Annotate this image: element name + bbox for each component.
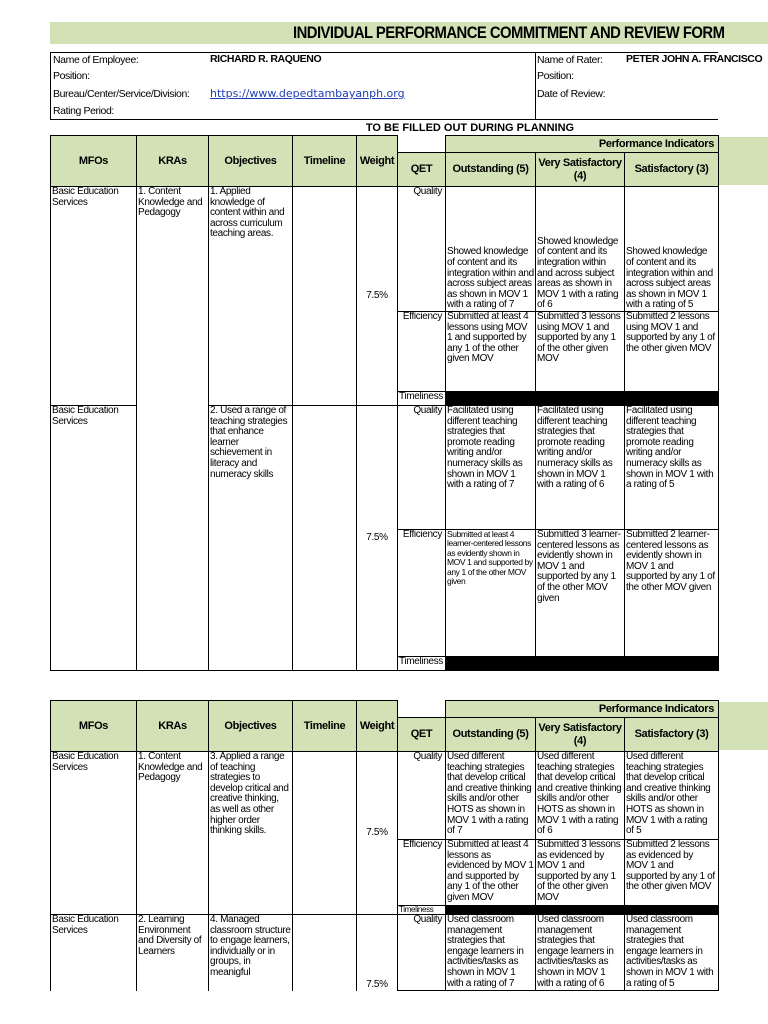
efficiency-very-satisfactory: Submitted 3 learner-centered lessons as evidently shown in MOV 1 and supported by any 1 of the other MOV given: [536, 530, 625, 657]
qet-efficiency: Efficiency: [398, 530, 446, 657]
col-kras: KRAs: [137, 701, 209, 752]
timeline-cell[interactable]: [293, 915, 357, 991]
weight-cell: 7.5%: [357, 915, 398, 991]
timeline-cell[interactable]: [293, 187, 357, 406]
col-kras: KRAs: [137, 136, 209, 187]
col-satisfactory: Satisfactory (3): [625, 153, 719, 187]
efficiency-outstanding: [446, 530, 536, 657]
col-weight: Weight: [357, 136, 398, 187]
rating-period-label: Rating Period:: [53, 105, 114, 117]
info-divider: [535, 52, 536, 119]
qet-quality: Quality: [398, 187, 446, 312]
qet-quality: Quality: [398, 915, 446, 991]
efficiency-outstanding: Submitted at least 4 lessons as evidenced by MOV 1 and supported by any 1 of the other given MOV: [446, 840, 536, 906]
mfo-cell: Basic Education Services: [51, 915, 137, 991]
timeline-cell[interactable]: [293, 406, 357, 671]
qet-timeliness: Timeliness: [398, 392, 446, 406]
planning-label: TO BE FILLED OUT DURING PLANNING: [365, 122, 575, 134]
col-very-satisfactory: Very Satisfactory (4): [536, 153, 625, 187]
pi-blank: [398, 136, 446, 153]
qet-quality: Quality: [398, 406, 446, 530]
col-satisfactory: Satisfactory (3): [625, 718, 719, 752]
col-very-satisfactory: Very Satisfactory (4): [536, 718, 625, 752]
timeliness-satisfactory: [625, 392, 719, 406]
col-timeline: Timeline: [293, 136, 357, 187]
kra-cell: 1. Content Knowledge and Pedagogy: [137, 187, 209, 671]
employee-name-value: RICHARD R. RAQUENO: [210, 53, 322, 65]
col-qet: QET: [398, 153, 446, 187]
weight-cell: 7.5%: [357, 187, 398, 406]
qet-efficiency: Efficiency: [398, 312, 446, 392]
pi-blank: [398, 701, 446, 718]
quality-satisfactory: Facilitated using different teaching strategies that promote reading writing and/or numeracy skills as shown in MOV 1 with a rating of 5: [625, 406, 719, 530]
qet-timeliness: Timeliness: [398, 906, 446, 915]
rater-position-label: Position:: [537, 70, 574, 82]
rater-name-label: Name of Rater:: [537, 54, 603, 66]
kra-cell: 2. Learning Environment and Diversity of Learners: [137, 915, 209, 991]
timeliness-outstanding: [446, 657, 536, 671]
form-title-bar: [50, 22, 768, 44]
timeliness-very-satisfactory: [536, 392, 625, 406]
quality-very-satisfactory: Showed knowledge of content and its integration within and across subject areas as shown in MOV 1 with a rating of 6: [536, 187, 625, 312]
employee-position-label: Position:: [53, 70, 90, 82]
col-outstanding: Outstanding (5): [446, 153, 536, 187]
col-qet: QET: [398, 718, 446, 752]
performance-indicators-header: Performance Indicators: [446, 701, 719, 718]
quality-outstanding: Showed knowledge of content and its integration within and across subject areas as shown in MOV 1 with a rating of 7: [446, 187, 536, 312]
efficiency-very-satisfactory: Submitted 3 lessons as evidenced by MOV 1 and supported by any 1 of the other given MOV: [536, 840, 625, 906]
quality-very-satisfactory: Facilitated using different teaching strategies that promote reading writing and/or numeracy skills as shown in MOV 1 with a rating of 6: [536, 406, 625, 530]
quality-outstanding: Facilitated using different teaching strategies that promote reading writing and/or numeracy skills as shown in MOV 1 with a rating of 7: [446, 406, 536, 530]
kra-cell: 1. Content Knowledge and Pedagogy: [137, 752, 209, 915]
form-title: INDIVIDUAL PERFORMANCE COMMITMENT AND REVIEW FORM: [293, 24, 725, 42]
efficiency-satisfactory: Submitted 2 lessons using MOV 1 and supported by any 1 of the other given MOV: [625, 312, 719, 392]
qet-timeliness: Timeliness: [398, 657, 446, 671]
employee-name-label: Name of Employee:: [53, 54, 139, 66]
bureau-label: Bureau/Center/Service/Division:: [53, 88, 190, 100]
col-outstanding: Outstanding (5): [446, 718, 536, 752]
objective-cell: 4. Managed classroom structure to engage learners, individually or in groups, in meanigful: [209, 915, 293, 991]
timeliness-very-satisfactory: [536, 657, 625, 671]
efficiency-satisfactory: Submitted 2 lessons as evidenced by MOV 1 and supported by any 1 of the other given MOV: [625, 840, 719, 906]
ipcrf-table-2: [50, 700, 719, 991]
col-objectives: Objectives: [209, 136, 293, 187]
quality-very-satisfactory: Used different teaching strategies that develop critical and creative thinking skills and/or other HOTS as shown in MOV 1 with a rating of 6: [536, 752, 625, 840]
timeliness-satisfactory: [625, 657, 719, 671]
bureau-link[interactable]: https://www.depedtambayanph.org: [210, 87, 405, 100]
info-top-border: [50, 52, 718, 53]
quality-satisfactory: Used different teaching strategies that develop critical and creative thinking skills and/or other HOTS as shown in MOV 1 with a rating of 5: [625, 752, 719, 840]
quality-satisfactory: Used classroom management strategies that engage learners in activities/tasks as shown in MOV 1 with a rating of 5: [625, 915, 719, 991]
quality-very-satisfactory: Used classroom management strategies that engage learners in activities/tasks as shown in MOV 1 with a rating of 6: [536, 915, 625, 991]
col-mfos: MFOs: [51, 701, 137, 752]
ipcrf-table-1: [50, 135, 719, 671]
col-objectives: Objectives: [209, 701, 293, 752]
weight-cell: 7.5%: [357, 752, 398, 915]
objective-cell: 3. Applied a range of teaching strategies to develop critical and creative thinking, as well as other higher order thinking skills.: [209, 752, 293, 915]
qet-efficiency: Efficiency: [398, 840, 446, 906]
review-date-label: Date of Review:: [537, 88, 606, 100]
info-left-border: [50, 52, 51, 119]
header-side-bar: [718, 137, 768, 185]
efficiency-very-satisfactory: Submitted 3 lessons using MOV 1 and supported by any 1 of the other given MOV: [536, 312, 625, 392]
header-side-bar-2: [718, 702, 768, 750]
performance-indicators-header: Performance Indicators: [446, 136, 719, 153]
col-mfos: MFOs: [51, 136, 137, 187]
quality-outstanding: Used classroom management strategies that engage learners in activities/tasks as shown in MOV 1 with a rating of 7: [446, 915, 536, 991]
timeliness-outstanding: [446, 392, 536, 406]
qet-quality: Quality: [398, 752, 446, 840]
quality-satisfactory: Showed knowledge of content and its integration within and across subject areas as shown in MOV 1 with a rating of 5: [625, 187, 719, 312]
quality-outstanding: Used different teaching strategies that develop critical and creative thinking skills and/or other HOTS as shown in MOV 1 with a rating of 7: [446, 752, 536, 840]
objective-cell: 2. Used a range of teaching strategies that enhance learner schievement in literacy and numeracy skills: [209, 406, 293, 671]
efficiency-satisfactory: Submitted 2 learner-centered lessons as evidently shown in MOV 1 and supported by any 1 of the other MOV given: [625, 530, 719, 657]
rater-name-value: PETER JOHN A. FRANCISCO: [626, 53, 763, 65]
mfo-cell: Basic Education Services: [51, 752, 137, 915]
mfo-cell: Basic Education Services: [51, 187, 137, 406]
weight-cell: 7.5%: [357, 406, 398, 671]
mfo-cell: Basic Education Services: [51, 406, 137, 671]
col-weight: Weight: [357, 701, 398, 752]
objective-cell: 1. Applied knowledge of content within and across curriculum teaching areas.: [209, 187, 293, 406]
timeline-cell[interactable]: [293, 752, 357, 915]
efficiency-outstanding-text: Submitted at least 4 learner-centered lessons as evidently shown in MOV 1 and supported by any 1 of the other MOV given: [447, 529, 533, 587]
col-timeline: Timeline: [293, 701, 357, 752]
efficiency-outstanding: Submitted at least 4 lessons using MOV 1 and supported by any 1 of the other given MOV: [446, 312, 536, 392]
